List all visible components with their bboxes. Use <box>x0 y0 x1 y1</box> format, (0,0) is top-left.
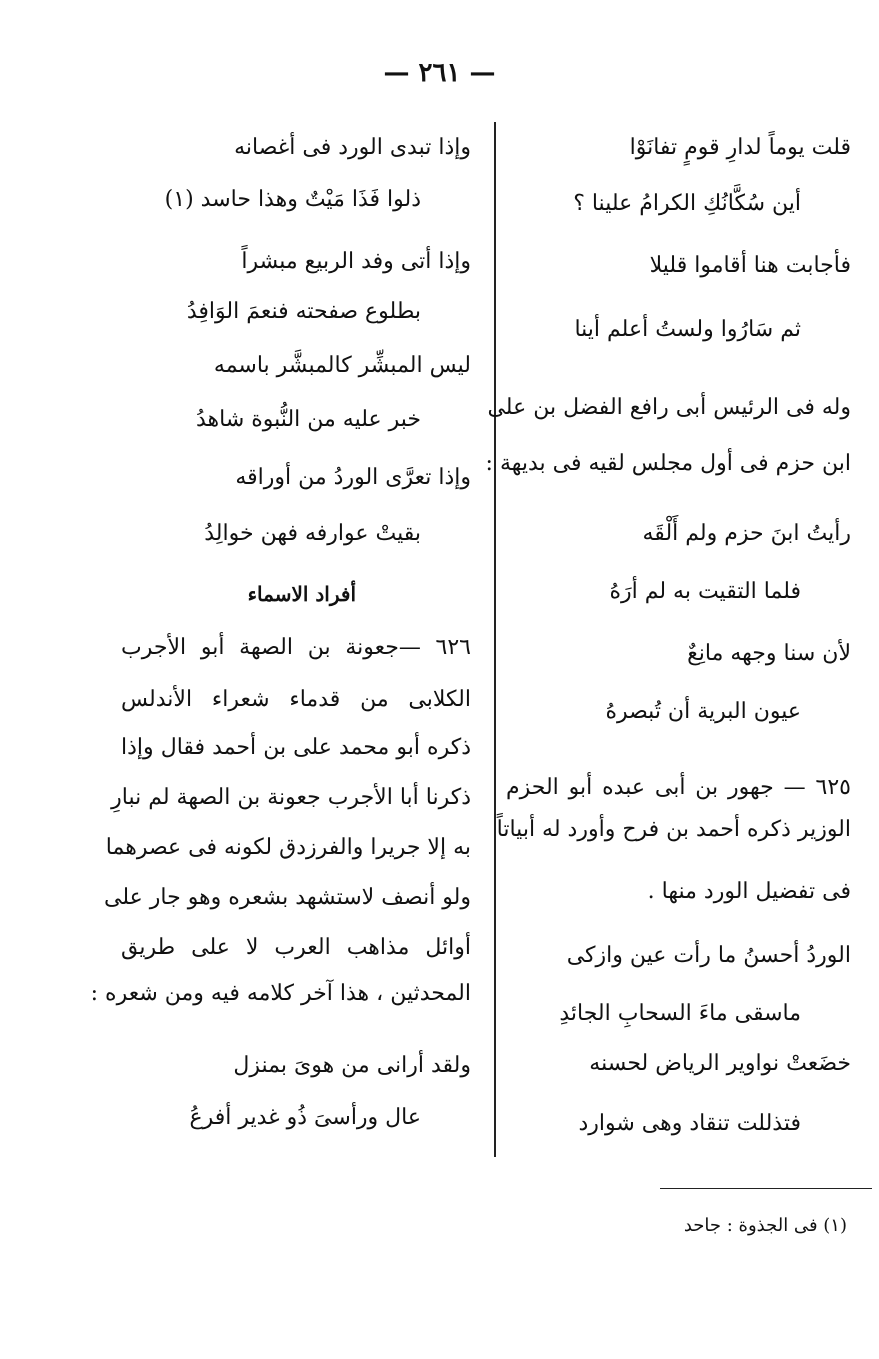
verse-line: ليس المبشِّر كالمبشَّر باسمه <box>213 353 471 378</box>
verse-line: وإذا أتى وفد الربيع مبشراً <box>241 249 471 274</box>
footnote: (١) فى الجذوة : جاحد <box>683 1215 847 1236</box>
column-divider <box>494 122 496 1157</box>
prose-line: به إلا جريرا والفرزدق لكونه فى عصرهما <box>105 835 471 860</box>
verse-line: ولقد أرانى من هوىَ بمنزل <box>233 1053 471 1078</box>
verse-line: بقيتْ عوارفه فهن خوالِدُ <box>204 521 421 546</box>
prose-line: الوزير ذكره أحمد بن فرح وأورد له أبياتاً <box>496 817 851 842</box>
right-column <box>485 128 851 1168</box>
verse-line: خبر عليه من النُّبوة شاهدُ <box>196 407 421 432</box>
verse-line: قلت يوماً لدارِ قومٍ تفانَوْا <box>629 135 851 160</box>
footnote-rule <box>660 1188 872 1189</box>
verse-line: الوردُ أحسنُ ما رأت عين وازكى <box>566 943 851 968</box>
prose-line: الكلابى من قدماء شعراء الأندلس <box>121 687 471 712</box>
verse-line: خضَعتْ نواوير الرياض لحسنه <box>589 1051 851 1076</box>
verse-line: وإذا تبدى الورد فى أغصانه <box>234 135 471 160</box>
prose-line: ولو أنصف لاستشهد بشعره وهو جار على <box>104 885 471 910</box>
prose-line: ذكرنا أبا الأجرب جعونة بن الصهة لم نبارِ <box>111 785 471 810</box>
verse-line: ثم سَارُوا ولستُ أعلم أينا <box>574 317 801 342</box>
left-column <box>90 128 471 1168</box>
verse-line: فلما التقيت به لم أرَهُ <box>609 579 801 604</box>
verse-line: ماسقى ماءَ السحابِ الجائدِ <box>559 1001 801 1026</box>
verse-line: لأن سنا وجهه مانِعٌ <box>687 641 851 666</box>
prose-line: ٦٢٥ — جهور بن أبى عبده أبو الحزم <box>506 775 851 800</box>
verse-line: فأجابت هنا أقاموا قليلا <box>649 253 851 278</box>
page-number: — ٢٦١ — <box>383 58 496 88</box>
verse-line: رأيتُ ابنَ حزم ولم أَلْقَه <box>642 521 851 546</box>
verse-line: فتذللت تنقاد وهى شوارد <box>578 1111 801 1136</box>
verse-line: عيون البرية أن تُبصرهُ <box>605 699 801 724</box>
prose-line: ابن حزم فى أول مجلس لقيه فى بديهة : <box>485 451 851 476</box>
verse-line: ذلوا فَذَا مَيْتٌ وهذا حاسد (١) <box>164 187 421 212</box>
verse-line: بطلوع صفحته فنعمَ الوَافِدُ <box>186 299 421 324</box>
prose-line: ذكره أبو محمد على بن أحمد فقال وإذا <box>121 735 471 760</box>
verse-line: أين سُكَّانُكِ الكرامُ علينا ؟ <box>573 191 801 216</box>
prose-line: فى تفضيل الورد منها . <box>647 879 851 904</box>
prose-line: ٦٢٦ —جعونة بن الصهة أبو الأجرب <box>121 635 471 660</box>
section-heading: أفراد الاسماء <box>247 582 356 606</box>
verse-line: عال ورأسىَ ذُو غدير أفرعُ <box>189 1105 421 1130</box>
prose-line: وله فى الرئيس أبى رافع الفضل بن على <box>487 395 851 420</box>
prose-line: أوائل مذاهب العرب لا على طريق <box>121 935 471 960</box>
verse-line: وإذا تعرَّى الوردُ من أوراقه <box>235 465 471 490</box>
prose-line: المحدثين ، هذا آخر كلامه فيه ومن شعره : <box>90 981 471 1006</box>
